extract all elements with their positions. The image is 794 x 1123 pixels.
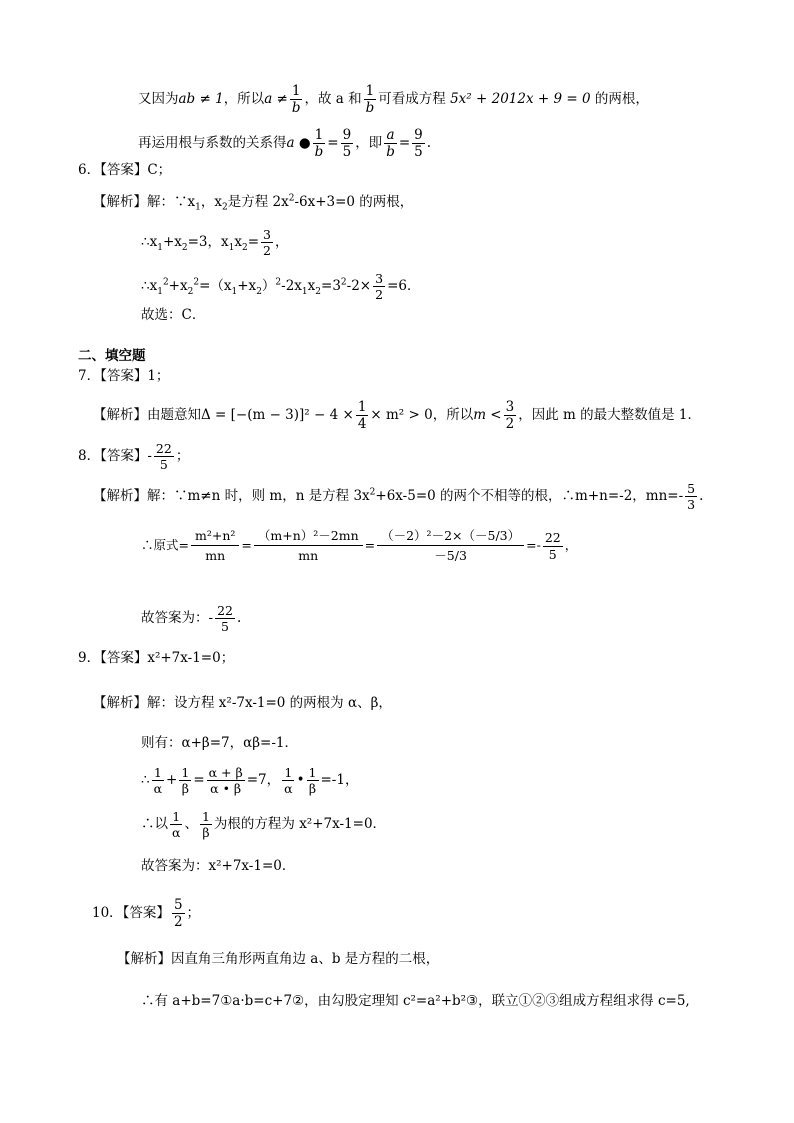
q10-answer <box>92 898 200 929</box>
sub: 2 <box>256 286 262 297</box>
fraction <box>543 531 563 560</box>
text: = <box>327 135 339 152</box>
fraction <box>207 766 245 795</box>
fraction <box>254 530 363 562</box>
sub: 2 <box>221 202 228 213</box>
text: -2× <box>346 278 372 295</box>
q9-conclusion: 故答案为：x²+7x-1=0． <box>141 858 296 874</box>
math: 5x² + 2012x + 9 = 0 <box>450 91 591 108</box>
q6-analysis <box>93 193 414 213</box>
q9-analysis: 【解析】解：设方程 x²-7x-1=0 的两根为 α、β， <box>93 695 392 711</box>
sup: 2 <box>288 193 295 204</box>
numerator: 1 <box>357 399 367 415</box>
fraction <box>307 766 319 795</box>
text: 【解析】解：∵m≠n 时，则 m，n 是方程 3x <box>93 488 370 505</box>
line-2 <box>138 128 431 159</box>
denominator: 4 <box>357 416 367 433</box>
sub: 1 <box>228 242 235 253</box>
math: m < <box>473 407 502 424</box>
text: +x <box>162 234 182 251</box>
text: 、 <box>184 816 198 833</box>
numerator: 9 <box>342 127 352 143</box>
denominator: mn <box>298 547 319 563</box>
denominator: β <box>181 781 189 797</box>
eq: = <box>364 537 376 553</box>
text: ， <box>564 537 578 553</box>
denominator: 5 <box>221 619 229 635</box>
text: 【解析】由题意知Δ = [−(m − 3)]² − 4 × <box>93 407 354 424</box>
sup: 2 <box>275 277 282 288</box>
q7-answer: 7．【答案】1； <box>78 368 170 384</box>
sub: 2 <box>315 286 322 297</box>
text: . <box>699 488 704 505</box>
math: a ≠ <box>264 91 288 108</box>
text: ； <box>175 448 190 465</box>
denominator: 2 <box>505 416 515 433</box>
sub: 1 <box>157 286 163 297</box>
text: ，因此 m 的最大整数值是 1． <box>518 407 701 424</box>
text: 故答案为：- <box>141 610 214 627</box>
sup: 2 <box>369 487 376 498</box>
numerator: 1 <box>153 765 162 780</box>
denominator: 5 <box>342 144 352 161</box>
sub: 1 <box>301 286 308 297</box>
fraction <box>282 766 294 795</box>
fraction <box>179 766 191 795</box>
sub: 1 <box>157 242 163 253</box>
text: =6． <box>387 278 421 295</box>
fraction <box>412 128 425 159</box>
numerator: 22 <box>155 441 172 456</box>
text: 的两根， <box>594 91 649 108</box>
numerator: 5 <box>687 481 696 496</box>
text: =3，x <box>187 234 229 251</box>
text: ∴x <box>141 234 158 251</box>
text: 可看成方程 <box>378 91 446 108</box>
q7-analysis <box>93 400 701 431</box>
text: ，所以 <box>223 91 265 108</box>
q9-line-2: 则有：α+β=7，αβ=-1． <box>141 735 299 751</box>
numerator: 5 <box>173 897 183 913</box>
numerator: 22 <box>217 603 233 618</box>
numerator: 1 <box>181 765 190 780</box>
sup: 2 <box>162 277 169 288</box>
q6-line-3 <box>141 272 420 301</box>
sub: 1 <box>195 202 201 213</box>
q8-analysis <box>93 482 703 511</box>
fraction <box>290 84 303 115</box>
numerator: 3 <box>263 227 271 242</box>
text: 是方程 2x <box>227 194 289 210</box>
text: x <box>307 278 316 295</box>
text: +x <box>237 278 257 295</box>
text: -6x+3=0 的两根， <box>294 194 414 210</box>
denominator: α • β <box>210 781 242 797</box>
denominator: β <box>308 781 317 797</box>
q8-conclusion <box>141 604 241 633</box>
numerator: 22 <box>544 530 561 546</box>
math: ab ≠ 1 <box>178 91 224 108</box>
numerator: a <box>386 127 395 143</box>
fraction <box>154 442 174 471</box>
q9-answer: 9．【答案】x²+7x-1=0； <box>78 650 235 666</box>
text: × m² > 0，所以 <box>370 407 474 424</box>
text: =3 <box>321 278 341 295</box>
sub: 2 <box>181 242 188 253</box>
denominator: b <box>386 144 395 161</box>
text: ） <box>261 278 276 295</box>
text: +6x-5=0 的两个不相等的根，∴m+n=-2，mn=- <box>375 488 684 505</box>
text: x <box>234 234 242 251</box>
denominator: 3 <box>687 497 696 513</box>
text: ， <box>274 234 289 251</box>
q8-expression <box>141 530 577 562</box>
fraction <box>504 400 517 431</box>
numerator: 3 <box>375 271 384 286</box>
text: 10．【答案】 <box>92 905 170 922</box>
text: ∴以 <box>141 816 168 833</box>
text: ，x <box>200 194 222 210</box>
text: ∴x <box>141 278 158 295</box>
line-1 <box>138 84 649 115</box>
numerator: 1 <box>308 765 317 780</box>
text: • <box>296 772 305 789</box>
q10-analysis: 【解析】因直角三角形两直角边 a、b 是方程的二根， <box>117 951 440 967</box>
fraction <box>172 898 185 929</box>
fraction <box>364 84 377 115</box>
q8-answer <box>78 442 189 471</box>
eq: = <box>241 537 252 553</box>
denominator: 2 <box>375 287 384 303</box>
fraction <box>313 128 326 159</box>
sup: 2 <box>340 277 347 288</box>
fraction <box>170 810 182 839</box>
denominator: mn <box>205 547 226 563</box>
fraction <box>215 604 235 633</box>
fraction <box>152 766 164 795</box>
numerator: 1 <box>172 809 181 824</box>
denominator: α <box>172 825 181 841</box>
text: . <box>236 610 242 627</box>
numerator: α + β <box>208 765 243 780</box>
fraction <box>341 128 354 159</box>
denominator: α <box>284 781 293 797</box>
denominator: b <box>365 100 375 117</box>
fraction <box>191 530 239 562</box>
text: 【解析】解：∵x <box>93 194 196 210</box>
text: . <box>426 135 432 152</box>
numerator: 9 <box>414 127 423 143</box>
sub: 1 <box>231 286 238 297</box>
text: = <box>398 135 411 152</box>
numerator: 1 <box>314 127 324 143</box>
fraction <box>384 128 397 159</box>
fraction <box>261 228 273 257</box>
numerator: 3 <box>505 399 515 415</box>
denominator: 2 <box>263 243 271 259</box>
text: 8．【答案】- <box>78 448 152 465</box>
fraction <box>373 272 385 301</box>
denominator: －5/3 <box>434 547 467 563</box>
numerator: （m+n）²－2mn <box>254 530 363 546</box>
sub: 2 <box>187 286 194 297</box>
text: 又因为 <box>138 91 179 108</box>
text: ∴原式= <box>141 537 189 553</box>
fraction <box>200 810 212 839</box>
q6-answer: 6．【答案】C； <box>78 162 172 178</box>
denominator: β <box>202 825 210 841</box>
text: =7， <box>246 772 281 789</box>
denominator: 5 <box>548 546 557 562</box>
q9-line-4 <box>141 810 386 839</box>
q6-conclusion: 故选：C． <box>141 307 206 323</box>
text: 为根的方程为 x²+7x-1=0． <box>213 816 387 833</box>
text: -2x <box>281 278 302 295</box>
q9-line-3 <box>141 766 358 795</box>
text: ∴ <box>141 772 150 789</box>
text: =（x <box>199 278 232 295</box>
text: = <box>193 772 205 789</box>
text: ，即 <box>355 135 383 152</box>
denominator: b <box>291 100 301 117</box>
numerator: 1 <box>365 83 375 99</box>
sup: 2 <box>193 277 200 288</box>
denominator: α <box>153 781 163 797</box>
text: ，故 a 和 <box>304 91 362 108</box>
fraction <box>377 530 524 562</box>
fraction <box>685 482 697 511</box>
numerator: m²+n² <box>191 530 239 546</box>
text: ； <box>186 905 201 922</box>
fraction <box>356 400 369 431</box>
text: + <box>166 772 178 789</box>
numerator: 1 <box>201 809 210 824</box>
numerator: 1 <box>284 765 293 780</box>
numerator: （－2）²－2×（－5/3） <box>377 530 524 546</box>
denominator: 5 <box>159 457 168 473</box>
q10-line-2: ∴有 a+b=7①a·b=c+7②，由勾股定理知 c²=a²+b²③，联立①②③组成方程组求得 c=5, <box>141 993 690 1009</box>
text: =- <box>526 537 541 553</box>
text: +x <box>168 278 188 295</box>
sub: 2 <box>241 242 248 253</box>
text: 再运用根与系数的关系得 <box>138 135 287 152</box>
numerator: 1 <box>291 83 301 99</box>
denominator: b <box>314 144 324 161</box>
text: =-1， <box>320 772 359 789</box>
section-title: 二、填空题 <box>78 348 146 364</box>
denominator: 2 <box>173 914 183 931</box>
denominator: 5 <box>414 144 423 161</box>
math: a ● <box>286 135 311 152</box>
q6-line-2 <box>141 228 288 257</box>
text: = <box>247 234 260 251</box>
